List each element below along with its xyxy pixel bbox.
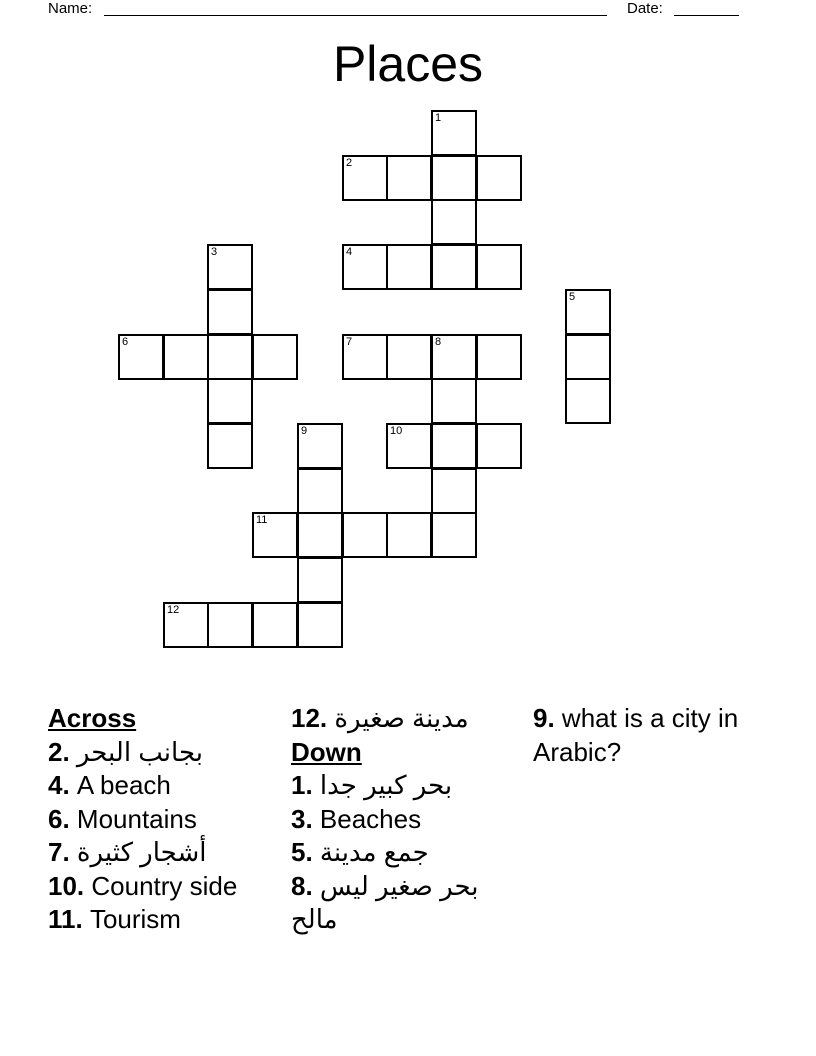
grid-cell[interactable] — [476, 155, 522, 201]
grid-cell[interactable] — [431, 423, 477, 469]
grid-cell[interactable] — [207, 244, 253, 290]
grid-cell[interactable] — [297, 512, 343, 558]
grid-cell[interactable] — [431, 244, 477, 290]
grid-cell[interactable] — [476, 244, 522, 290]
grid-cell[interactable] — [565, 378, 611, 424]
cell-number: 5 — [569, 291, 576, 303]
grid-cell[interactable] — [342, 155, 388, 201]
grid-cell[interactable] — [297, 423, 343, 469]
clue-column-1 — [48, 702, 278, 937]
cell-number: 10 — [390, 425, 403, 437]
grid-cell[interactable] — [207, 289, 253, 335]
cell-number: 12 — [167, 604, 180, 616]
cell-number: 11 — [256, 514, 268, 526]
clue-across-12: 12. مدينة صغيرة — [291, 703, 469, 733]
grid-cell[interactable] — [386, 423, 432, 469]
grid-cell[interactable] — [431, 110, 477, 156]
grid-cell[interactable] — [386, 512, 432, 558]
grid-cell[interactable] — [386, 334, 432, 380]
cell-number: 2 — [346, 157, 353, 169]
clue-down-5: 5. جمع مدينة — [291, 837, 429, 867]
clue-across-10: 10. Country side — [48, 870, 238, 901]
clue-across-11: 11. Tourism — [48, 904, 181, 934]
grid-cell[interactable] — [476, 334, 522, 380]
clue-across-6: 6. Mountains — [48, 803, 197, 834]
grid-cell[interactable] — [431, 334, 477, 380]
name-label: Name: — [48, 0, 93, 17]
clue-across-7: 7. أشجار كثيرة — [48, 837, 207, 867]
clue-down-3: 3. Beaches — [291, 803, 422, 834]
grid-cell[interactable] — [252, 512, 298, 558]
cell-number: 7 — [346, 336, 353, 348]
across-heading: Across — [48, 703, 137, 733]
grid-cell[interactable] — [163, 334, 209, 380]
grid-cell[interactable] — [118, 334, 164, 380]
grid-cell[interactable] — [207, 378, 253, 424]
clue-across-2: 2. بجانب البحر — [48, 736, 203, 767]
grid-cell[interactable] — [431, 378, 477, 424]
cell-number: 4 — [346, 246, 353, 258]
page-title: Places — [332, 36, 484, 92]
grid-cell[interactable] — [431, 512, 477, 558]
grid-cell[interactable] — [207, 423, 253, 469]
cell-number: 3 — [211, 246, 218, 258]
clue-column-2 — [291, 702, 521, 937]
grid-cell[interactable] — [386, 244, 432, 290]
grid-cell[interactable] — [252, 602, 298, 648]
cell-number: 9 — [301, 425, 308, 437]
cell-number: 1 — [435, 112, 442, 124]
grid-cell[interactable] — [163, 602, 209, 648]
grid-cell[interactable] — [386, 155, 432, 201]
grid-cell[interactable] — [207, 602, 253, 648]
grid-cell[interactable] — [342, 512, 388, 558]
grid-cell[interactable] — [297, 602, 343, 648]
grid-cell[interactable] — [431, 468, 477, 514]
grid-cell[interactable] — [476, 423, 522, 469]
clue-column-3 — [533, 702, 763, 769]
grid-cell[interactable] — [431, 199, 477, 245]
grid-cell[interactable] — [297, 468, 343, 514]
clue-down-9: 9. what is a city in Arabic? — [533, 703, 739, 767]
grid-cell[interactable] — [565, 289, 611, 335]
clue-down-1: 1. بحر كبير جدا — [291, 770, 453, 800]
cell-number: 6 — [122, 336, 129, 348]
down-heading: Down — [291, 736, 362, 767]
clue-across-4: 4. A beach — [48, 770, 171, 800]
grid-cell[interactable] — [252, 334, 298, 380]
grid-cell[interactable] — [342, 244, 388, 290]
date-label: Date: — [627, 0, 663, 17]
grid-cell[interactable] — [207, 334, 253, 380]
grid-cell[interactable] — [431, 155, 477, 201]
grid-cell[interactable] — [342, 334, 388, 380]
grid-cell[interactable] — [297, 557, 343, 603]
grid-cell[interactable] — [565, 334, 611, 380]
cell-number: 8 — [435, 336, 442, 348]
clue-down-8: 8. بحر صغير ليس مالح — [291, 870, 479, 934]
